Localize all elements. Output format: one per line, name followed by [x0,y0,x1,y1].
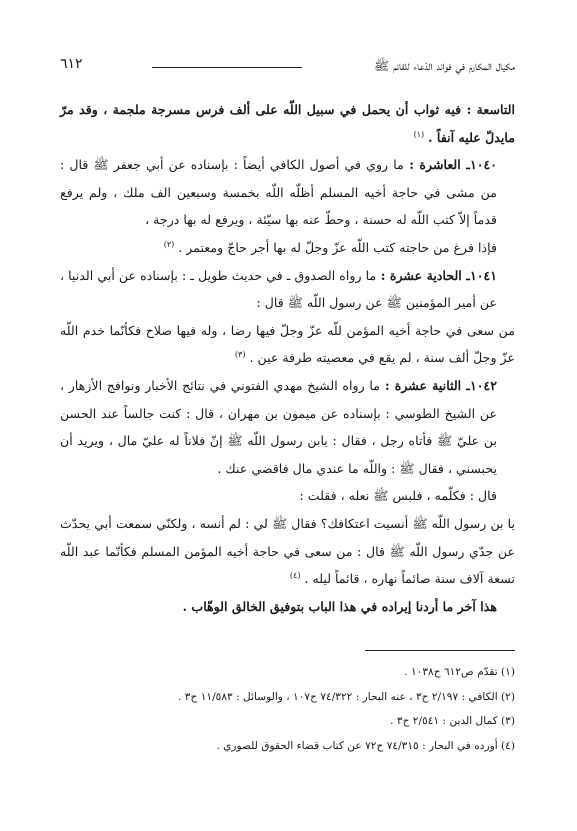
footnote-ref: (١) [413,129,425,139]
footnote-ref: (٢) [163,239,175,249]
paragraph-text: ما روي في أصول الكافي أيضاً : بإسناده عن أبي جعفر ﷺ قال : من مشى في حاجة أخيه المسلم أظلّه اللّه بخمسة وسبعين الف ملك ، ولم يرفع قدماً إلاّ كتب اللّه له حسنة ، وحطّ عنه بها سيّئة ، ويرفع له بها درجة ، [60,157,497,228]
paragraph-text: فإذا فرغ من حاجته كتب اللّه عزّ وجلّ له بها أجر حاجّ ومعتمر . [178,239,497,255]
paragraph [60,96,515,151]
header-title: مكيال المكارم في فوائد الدّعاء للقائم ﷺ [373,58,515,73]
footnote: (٤) أورده في البحار : ٧٤/٣١٥ ح٧٢ عن كتاب قضاء الحقوق للصوري . [216,739,515,752]
paragraph [60,262,515,317]
footnote: (١) تقدّم ص٦١٢ ح١٠٣٨ . [404,666,515,678]
paragraph-label: ١٠٤٠ـ العاشرة : [403,157,497,173]
paragraph-text: ما رواه الشيخ مهدي الفتوني في نتائج الأخبار ونوافج الأزهار ، عن الشيخ الطوسي : بإسناده عن ميمون بن مهران ، قال : كنت جالساً عند الحسن بن عليّ ﷺ فأتاه رجل ، فقال : يابن رسول اللّه ﷺ إنّ فلاناً له عليّ مال ، ويريد أن يحبسني ، فقال ﷺ : واللّه ما عندي مال فاقضي عنك . [60,377,497,476]
footnote-ref: (٣) [234,350,246,360]
paragraph [60,510,515,593]
paragraph [60,372,515,482]
paragraph [60,593,515,621]
footnotes [60,660,515,758]
header-rule [152,67,302,68]
paragraph-text: قال : فكلّمه ، فلبس ﷺ نعله ، فقلت : [299,488,497,504]
paragraph [60,234,515,262]
footnote-ref: (٤) [289,570,301,580]
paragraph-text: ما رواه الصدوق ـ في حديث طويل ـ : بإسناده عن أبي الدنيا ، عن أمير المؤمنين ﷺ عن رسول اللّه ﷺ قال : [60,267,497,311]
paragraph [60,482,515,510]
footnote-rule [365,650,515,651]
footnote: (٢) الكافي : ٢/١٩٧ ح٣ ، عنه البحار : ٧٤/٣٢٢ ح١٠٧ ، والوسائل : ١١/٥٨٣ ح٣ . [178,690,515,703]
main-text [60,96,515,620]
running-header [60,56,515,80]
paragraph-text: هذا آخر ما أردنا إيراده في هذا الباب بتوفيق الخالق الوهّاب . [182,598,497,614]
paragraph [60,317,515,372]
paragraph-label: ١٠٤١ـ الحادية عشرة : [376,267,498,283]
paragraph-label: ١٠٤٢ـ الثانية عشرة : [379,377,497,393]
paragraph [60,151,515,234]
footnote: (٣) كمال الدين : ٢/٥٤١ ح٣ . [390,715,515,728]
paragraph-label: التاسعة : [461,102,515,117]
paragraph-text: فيه ثواب أن يحمل في سبيل اللّه على ألف فرس مسرجة ملجمة ، وقد مرّ مايدلّ عليه آنفاً . [60,102,515,145]
page-number: ٦١٢ [60,56,83,72]
paragraph-text: يا بن رسول اللّه ﷺ أنسيت اعتكافك؟ فقال ﷺ لي : لم أنسه ، ولكنّي سمعت أبي يحدّث عن جدّي رسول اللّه ﷺ قال : من سعى في حاجة أخيه المؤمن المسلم فكأنّما عبد اللّه تسعة آلاف سنة صائماً نهاره ، قائماً ليله . [60,515,515,587]
paragraph-text: من سعى في حاجة أخيه المؤمن للّه عزّ وجلّ فيها رضا ، وله فيها صلاح فكأنّما خدم اللّه عزّ وجلّ ألف سنة ، لم يقع في معصيته طرفة عين . [60,322,515,366]
